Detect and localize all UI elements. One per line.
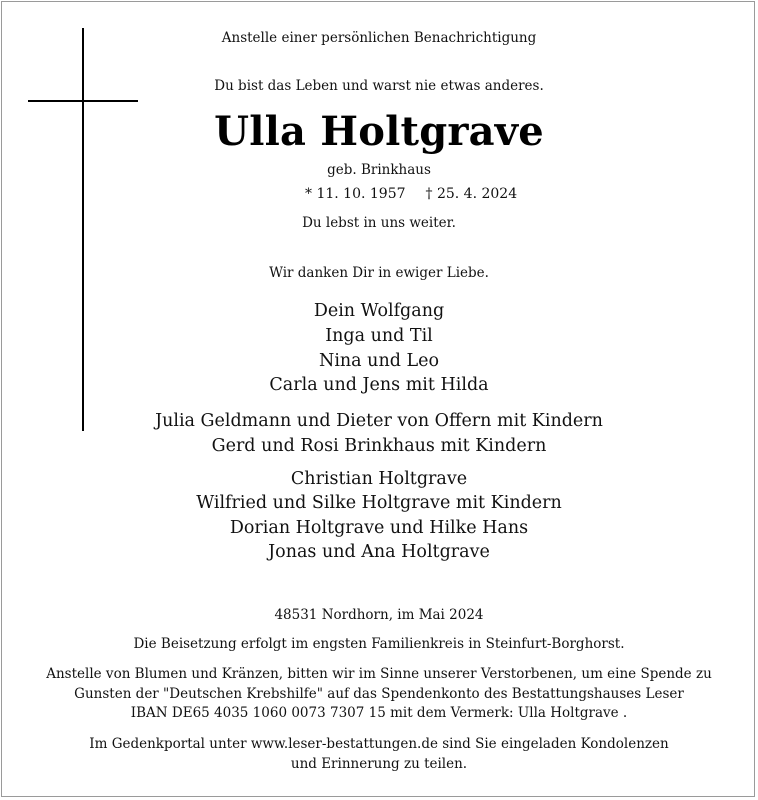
mourner: Dein Wolfgang — [313, 301, 445, 321]
header-text: Anstelle einer persönlichen Benachrichtigung — [221, 30, 537, 46]
portal-line: Im Gedenkportal unter www.leser-bestattungen.de sind Sie eingeladen Kondolenzen — [89, 736, 669, 752]
mourner: Inga und Til — [325, 326, 433, 346]
mourner: Dorian Holtgrave und Hilke Hans — [229, 518, 529, 538]
line-after-dates: Du lebst in uns weiter. — [302, 215, 456, 231]
birth-date: * 11. 10. 1957 — [305, 186, 406, 202]
thanks-line: Wir danken Dir in ewiger Liebe. — [269, 265, 489, 281]
mourner: Nina und Leo — [319, 351, 439, 371]
donation-line: Anstelle von Blumen und Kränzen, bitten wir im Sinne unserer Verstorbenen, um eine Spende zu — [46, 666, 712, 682]
mourner: Christian Holtgrave — [290, 469, 468, 489]
deceased-name: Ulla Holtgrave — [214, 108, 544, 155]
mourner: Wilfried und Silke Holtgrave mit Kindern — [196, 493, 562, 513]
death-date: † 25. 4. 2024 — [425, 186, 518, 202]
donation-line: IBAN DE65 4035 1060 0073 7307 15 mit dem Vermerk: Ulla Holtgrave . — [130, 705, 628, 721]
place-date: 48531 Nordhorn, im Mai 2024 — [274, 607, 484, 623]
life-dates — [305, 186, 517, 202]
mourner: Julia Geldmann und Dieter von Offern mit Kindern — [155, 411, 603, 431]
portal-line: und Erinnerung zu teilen. — [290, 756, 468, 772]
maiden-name: geb. Brinkhaus — [327, 162, 431, 178]
mourner: Gerd und Rosi Brinkhaus mit Kindern — [211, 436, 547, 456]
donation-line: Gunsten der "Deutschen Krebshilfe" auf das Spendenkonto des Bestattungshauses Leser — [74, 686, 684, 702]
quote: Du bist das Leben und warst nie etwas anderes. — [214, 78, 544, 94]
cross-horizontal-bar — [28, 100, 138, 102]
burial-info: Die Beisetzung erfolgt im engsten Familienkreis in Steinfurt-Borghorst. — [133, 636, 625, 652]
mourner: Jonas und Ana Holtgrave — [268, 542, 490, 562]
mourner: Carla und Jens mit Hilda — [269, 375, 489, 395]
